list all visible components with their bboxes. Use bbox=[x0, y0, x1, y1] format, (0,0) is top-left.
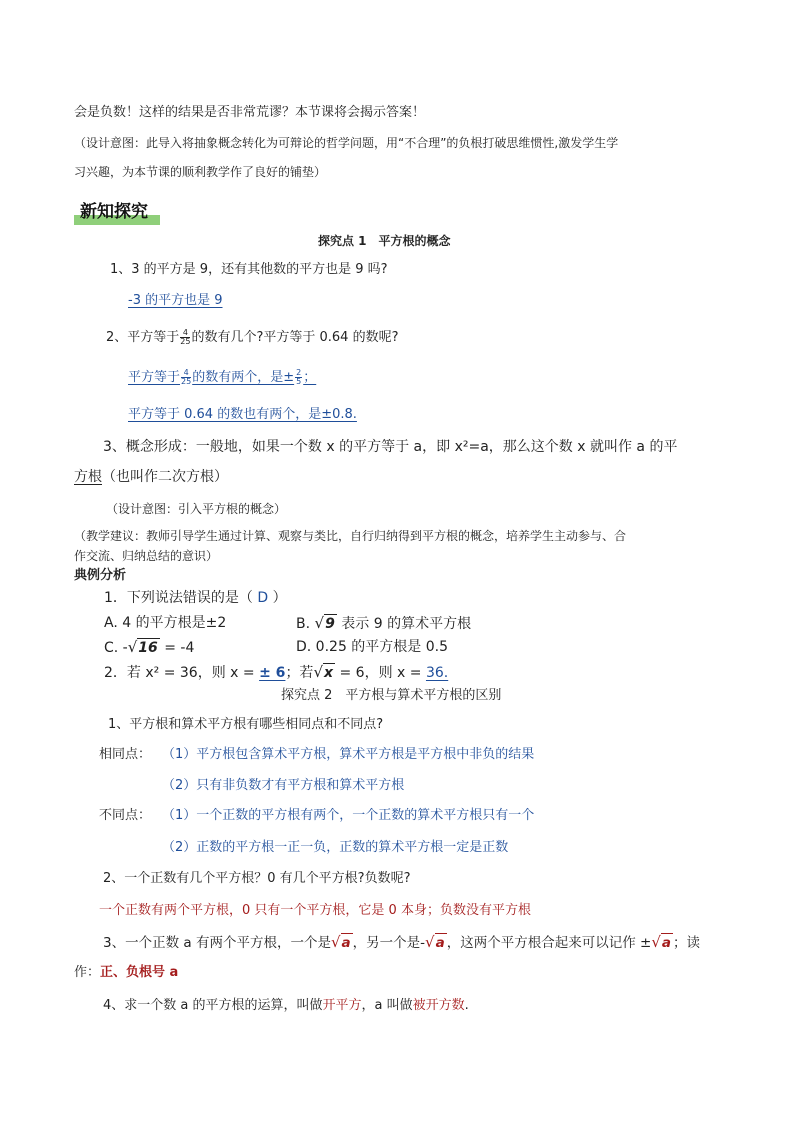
example-1 bbox=[104, 589, 287, 607]
intro-design-note-cont: 习兴趣，为本节课的顺利教学作了良好的铺垫） bbox=[74, 165, 327, 179]
a2a-end: ； bbox=[303, 370, 317, 385]
same-label: 相同点： bbox=[99, 747, 152, 762]
term-alias: （也叫作二次方根） bbox=[102, 469, 228, 485]
same-point-2: （2）只有非负数才有平方根和算术平方根 bbox=[162, 778, 405, 793]
example-1-stem: 1．下列说法错误的是（ bbox=[104, 590, 253, 606]
fraction-4-25 bbox=[181, 369, 191, 386]
example-2-stem: 2．若 x² = 36，则 x = bbox=[104, 665, 255, 681]
q4-prefix: 4、求一个数 a 的平方根的运算，叫做 bbox=[103, 998, 323, 1013]
q3-middle: ，另一个是- bbox=[352, 935, 426, 951]
section-heading bbox=[74, 197, 160, 225]
concept-definition: 3、概念形成：一般地，如果一个数 x 的平方等于 a，即 x²=a，那么这个数 x 就叫作 a 的平 bbox=[103, 439, 678, 455]
radical-icon: √ bbox=[330, 933, 341, 951]
radicand: a bbox=[661, 935, 671, 951]
example-1-close: ） bbox=[272, 590, 287, 606]
q4-middle: ，a 叫做 bbox=[361, 998, 413, 1013]
q3-end: ；读 bbox=[673, 935, 700, 951]
teaching-suggestion: （教学建议：教师引导学生通过计算、观察与类比，自行归纳得到平方根的概念，培养学生主动参与、合 bbox=[74, 529, 627, 543]
explore-point-2-title: 探究点 2 平方根与算术平方根的区别 bbox=[281, 688, 502, 703]
radicand: 9 bbox=[325, 616, 335, 632]
question-1: 1、3 的平方是 9，还有其他数的平方也是 9 吗? bbox=[110, 262, 388, 277]
question-p2-4 bbox=[103, 997, 469, 1015]
q2-suffix: 的数有几个?平方等于 0.64 的数呢? bbox=[191, 330, 399, 345]
radical-icon: √ bbox=[127, 638, 138, 656]
teaching-suggestion-cont: 作交流、归纳总结的意识） bbox=[74, 549, 219, 563]
answer-p2-2: 一个正数有两个平方根，0 只有一个平方根，它是 0 本身；负数没有平方根 bbox=[99, 903, 531, 918]
concept-definition-cont bbox=[74, 467, 228, 487]
same-point-1: （1）平方根包含算术平方根，算术平方根是平方根中非负的结果 bbox=[162, 747, 535, 762]
option-b-text: 表示 9 的算术平方根 bbox=[341, 616, 472, 632]
example-2-answer-1: ± 6 bbox=[259, 665, 286, 681]
question-p2-2: 2、一个正数有几个平方根？0 有几个平方根?负数呢? bbox=[103, 871, 411, 886]
radicand: a bbox=[435, 935, 445, 951]
a2a-middle: 的数有两个，是± bbox=[192, 370, 295, 385]
a2a-prefix: 平方等于 bbox=[128, 370, 181, 385]
q3-prefix: 3、一个正数 a 有两个平方根，一个是 bbox=[103, 935, 331, 951]
heading-text: 新知探究 bbox=[80, 202, 148, 222]
explore-point-1-title: 探究点 1 平方根的概念 bbox=[318, 234, 451, 248]
radicand: 16 bbox=[138, 640, 158, 656]
question-p2-3-cont bbox=[74, 964, 178, 982]
fraction-2-5 bbox=[295, 369, 302, 386]
q4-end: . bbox=[464, 998, 469, 1013]
read-as-answer: 正、负根号 a bbox=[100, 965, 179, 980]
diff-label: 不同点： bbox=[99, 808, 152, 823]
option-a: A. 4 的平方根是±2 bbox=[104, 615, 227, 631]
keyword-radicand: 被开方数 bbox=[412, 998, 465, 1013]
fraction-denominator: 25 bbox=[180, 337, 191, 346]
question-2 bbox=[106, 329, 398, 347]
positive-root bbox=[331, 935, 353, 951]
fraction-denominator: 25 bbox=[181, 377, 192, 386]
negative-root bbox=[425, 935, 447, 951]
read-as-label: 作： bbox=[74, 965, 101, 980]
fraction-denominator: 5 bbox=[296, 377, 302, 386]
radical-icon: √ bbox=[313, 663, 323, 681]
answer-2a bbox=[128, 369, 316, 387]
radicand: x bbox=[324, 665, 334, 681]
radicand: a bbox=[341, 935, 351, 951]
example-2-answer-2: 36. bbox=[425, 665, 449, 681]
question-p2-3 bbox=[103, 933, 700, 952]
answer-2b: 平方等于 0.64 的数也有两个，是±0.8. bbox=[128, 407, 357, 422]
option-d: D. 0.25 的平方根是 0.5 bbox=[296, 639, 449, 655]
intro-design-note: （设计意图：此导入将抽象概念转化为可辩论的哲学问题，用“不合理”的负根打破思维惯性,激发学生学 bbox=[74, 136, 619, 150]
option-c-label: C. - bbox=[104, 640, 128, 656]
diff-point-1: （1）一个正数的平方根有两个，一个正数的算术平方根只有一个 bbox=[162, 808, 535, 823]
example-2 bbox=[104, 663, 448, 682]
fraction-numerator: 4 bbox=[181, 369, 191, 378]
term-square-root: 方根 bbox=[74, 469, 102, 485]
intro-line: 会是负数！这样的结果是否非常荒谬？本节课将会揭示答案！ bbox=[74, 105, 426, 120]
examples-title: 典例分析 bbox=[74, 568, 127, 583]
option-c-text: = -4 bbox=[164, 640, 195, 656]
keyword-extract-root: 开平方 bbox=[322, 998, 362, 1013]
radical-icon: √ bbox=[651, 933, 661, 951]
radical-icon: √ bbox=[425, 933, 435, 951]
example-1-answer: D bbox=[257, 590, 269, 606]
option-b bbox=[296, 614, 471, 633]
q2-prefix: 2、平方等于 bbox=[106, 330, 180, 345]
answer-1: -3 的平方也是 9 bbox=[128, 293, 223, 308]
fraction-numerator: 2 bbox=[296, 368, 302, 377]
option-c bbox=[104, 638, 194, 657]
fraction-4-25 bbox=[180, 329, 190, 346]
example-2-mid-2: = 6，则 x = bbox=[339, 665, 422, 681]
radical-icon: √ bbox=[314, 614, 325, 632]
option-b-label: B. bbox=[296, 616, 311, 632]
example-2-mid: ；若 bbox=[285, 665, 314, 681]
diff-point-2: （2）正数的平方根一正一负，正数的算术平方根一定是正数 bbox=[162, 840, 509, 855]
plus-minus-root bbox=[651, 935, 673, 951]
design-note: （设计意图：引入平方根的概念） bbox=[106, 502, 287, 516]
question-p2-1: 1、平方根和算术平方根有哪些相同点和不同点? bbox=[108, 717, 384, 732]
q3-middle-2: ，这两个平方根合起来可以记作 ± bbox=[446, 935, 652, 951]
fraction-numerator: 4 bbox=[180, 329, 190, 338]
